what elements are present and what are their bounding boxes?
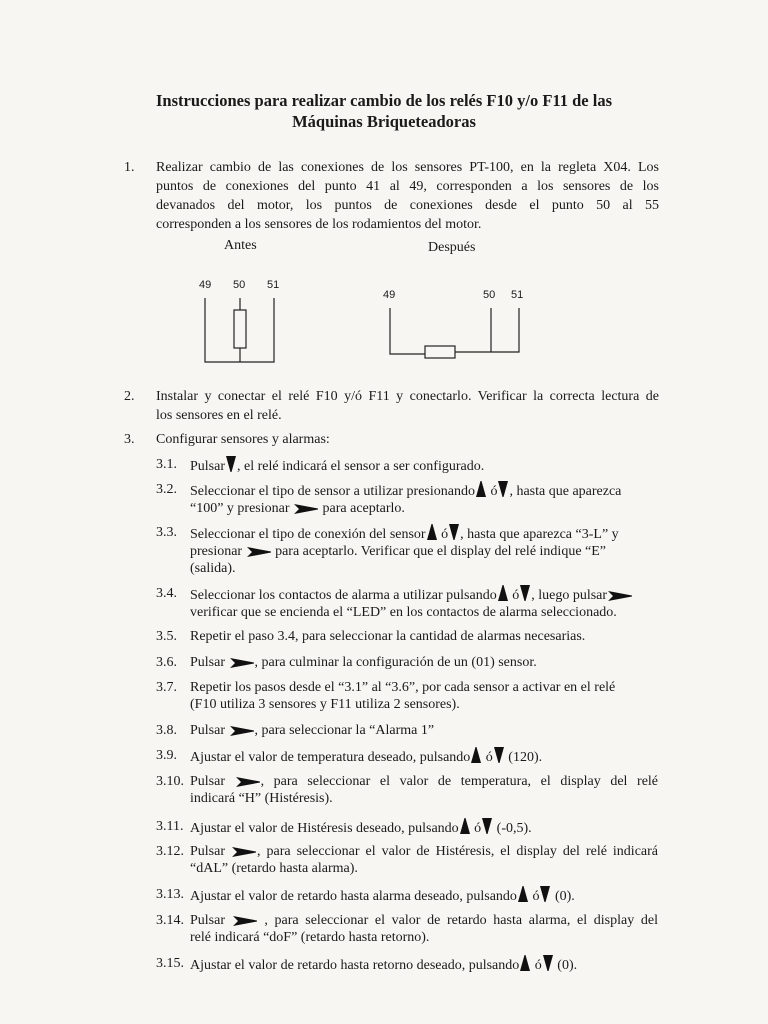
substep-number: 3.8. [156, 723, 177, 738]
substep-text: Repetir los pasos desde el “3.1” al “3.6”, por cada sensor a activar en el relé [190, 680, 616, 695]
substep-text: para aceptarlo. [322, 501, 405, 516]
right-arrow-icon [233, 916, 257, 926]
substep-number: 3.4. [156, 586, 177, 601]
substep-number: 3.7. [156, 680, 177, 695]
substep-text: (salida). [190, 561, 236, 576]
substep-number: 3.15. [156, 956, 184, 971]
step-3-text: Configurar sensores y alarmas: [156, 432, 330, 447]
substep-text: Ajustar el valor de retardo hasta alarma deseado, pulsando [190, 889, 517, 904]
substep-text: para aceptarlo. Verificar que el display del relé indique “E” [275, 544, 607, 559]
step-number: 1. [124, 160, 135, 175]
substep-text: Pulsar [190, 844, 225, 859]
substep-text: , para seleccionar la “Alarma 1” [254, 723, 435, 738]
wiring-diagram [0, 0, 768, 400]
substep-text: Pulsar [190, 655, 225, 670]
substep-text: (F10 utiliza 3 sensores y F11 utiliza 2 sensores). [190, 697, 460, 712]
after-label: Después [428, 240, 476, 255]
step-2-line: Instalar y conectar el relé F10 y/ó F11 y conectarlo. Verificar la correcta lectura de [156, 389, 659, 404]
substep-text: , para culminar la configuración de un (01) sensor. [254, 655, 537, 670]
substep-number: 3.9. [156, 748, 177, 763]
substep-number: 3.13. [156, 887, 184, 902]
substep-text: Pulsar [190, 913, 225, 928]
substep-text: Seleccionar el tipo de conexión del sensor [190, 527, 426, 542]
step-1-line: Realizar cambio de las conexiones de los sensores PT-100, en la regleta X04. Los [156, 160, 659, 175]
down-arrow-icon [494, 747, 504, 763]
substep-text: Seleccionar los contactos de alarma a utilizar pulsando [190, 588, 497, 603]
terminal-label: 51 [267, 279, 280, 291]
down-arrow-icon [543, 955, 553, 971]
substep-text: ó [482, 750, 493, 765]
before-resistor [234, 310, 246, 348]
down-arrow-icon [482, 818, 492, 834]
right-arrow-icon [230, 658, 254, 668]
substep-text: , el relé indicará el sensor a ser configurado. [237, 459, 485, 474]
substep-text: Ajustar el valor de temperatura deseado, pulsando [190, 750, 471, 765]
after-resistor [425, 346, 455, 358]
substep-text: Ajustar el valor de Histéresis deseado, pulsando [190, 821, 459, 836]
down-arrow-icon [540, 886, 550, 902]
up-arrow-icon [471, 747, 481, 763]
right-arrow-icon [247, 547, 271, 557]
substep-text: , luego pulsar [531, 588, 608, 603]
right-arrow-icon [608, 591, 632, 601]
substep-text: , para seleccionar el valor de Histéresis, el display del relé indicará [257, 844, 658, 859]
down-arrow-icon [520, 585, 530, 601]
down-arrow-icon [226, 456, 236, 472]
up-arrow-icon [520, 955, 530, 971]
up-arrow-icon [518, 886, 528, 902]
substep-text: Ajustar el valor de retardo hasta retorno deseado, pulsando [190, 958, 520, 973]
substep-text: Pulsar [190, 774, 225, 789]
right-arrow-icon [230, 726, 254, 736]
substep-text: Repetir el paso 3.4, para seleccionar la cantidad de alarmas necesarias. [190, 629, 586, 644]
title-line-1: Instrucciones para realizar cambio de los relés F10 y/o F11 de las [155, 91, 612, 110]
before-label: Antes [224, 238, 257, 253]
step-1-line: corresponden a los sensores de los rodamientos del motor. [156, 217, 482, 232]
substep-text: ó [528, 889, 540, 904]
substep-text: ó [470, 821, 482, 836]
substep-number: 3.14. [156, 913, 184, 928]
step-1-line: puntos de conexiones del punto 41 al 49, corresponden a los sensores de los [156, 179, 659, 194]
substep-number: 3.5. [156, 629, 177, 644]
terminal-label: 50 [233, 279, 246, 291]
terminal-label: 49 [383, 289, 396, 301]
substep-number: 3.10. [156, 774, 184, 789]
substep-text: Pulsar [190, 459, 225, 474]
up-arrow-icon [498, 585, 508, 601]
terminal-label: 50 [483, 289, 496, 301]
substep-text: relé indicará “doF” (retardo hasta retorno). [190, 930, 430, 945]
step-1-line: devanados del motor, los puntos de conexiones desde el punto 50 al 55 [156, 198, 659, 213]
step-number: 2. [124, 389, 135, 404]
substep-text: ó [531, 958, 542, 973]
substep-number: 3.12. [156, 844, 184, 859]
up-arrow-icon [460, 818, 470, 834]
down-arrow-icon [498, 481, 508, 497]
substep-text: , hasta que aparezca “3-L” y [460, 527, 619, 542]
substep-text: indicará “H” (Histéresis). [190, 791, 333, 806]
substep-text: , hasta que aparezca [509, 484, 622, 499]
right-arrow-icon [232, 847, 256, 857]
terminal-label: 51 [511, 289, 524, 301]
after-left-wire [390, 308, 425, 354]
down-arrow-icon [449, 524, 459, 540]
step-2-text [156, 387, 659, 425]
substep-text: verificar que se encienda el “LED” en los contactos de alarma seleccionado. [190, 605, 617, 620]
substep-text: (-0,5). [493, 821, 532, 836]
substep-text: (120). [504, 750, 543, 765]
step-2-line: los sensores en el relé. [156, 408, 282, 423]
right-arrow-icon [236, 777, 260, 787]
substep-number: 3.3. [156, 525, 177, 540]
up-arrow-icon [476, 481, 486, 497]
substep-text: “100” y presionar [190, 501, 290, 516]
substep-number: 3.11. [156, 819, 184, 834]
substep-number: 3.1. [156, 457, 177, 472]
up-arrow-icon [427, 524, 437, 540]
after-right-wire [455, 308, 519, 352]
substep-text: ó [486, 484, 498, 499]
substep-text: ó [437, 527, 449, 542]
right-arrow-icon [294, 504, 318, 514]
step-number: 3. [124, 432, 135, 447]
substep-text: Pulsar [190, 723, 225, 738]
substep-text: presionar [190, 544, 243, 559]
substep-text: , para seleccionar el valor de temperatura, el display del relé [260, 774, 659, 789]
substep-text: ó [508, 588, 520, 603]
substep-text: (0). [551, 889, 575, 904]
substep-text: (0). [553, 958, 578, 973]
substep-text: Seleccionar el tipo de sensor a utilizar presionando [190, 484, 475, 499]
substep-text: “dAL” (retardo hasta alarma). [190, 861, 358, 876]
title-line-2: Máquinas Briqueteadoras [292, 112, 476, 131]
substep-text: , para seleccionar el valor de retardo hasta alarma, el display del [264, 913, 658, 928]
terminal-label: 49 [199, 279, 212, 291]
substep-number: 3.2. [156, 482, 177, 497]
substep-number: 3.6. [156, 655, 177, 670]
